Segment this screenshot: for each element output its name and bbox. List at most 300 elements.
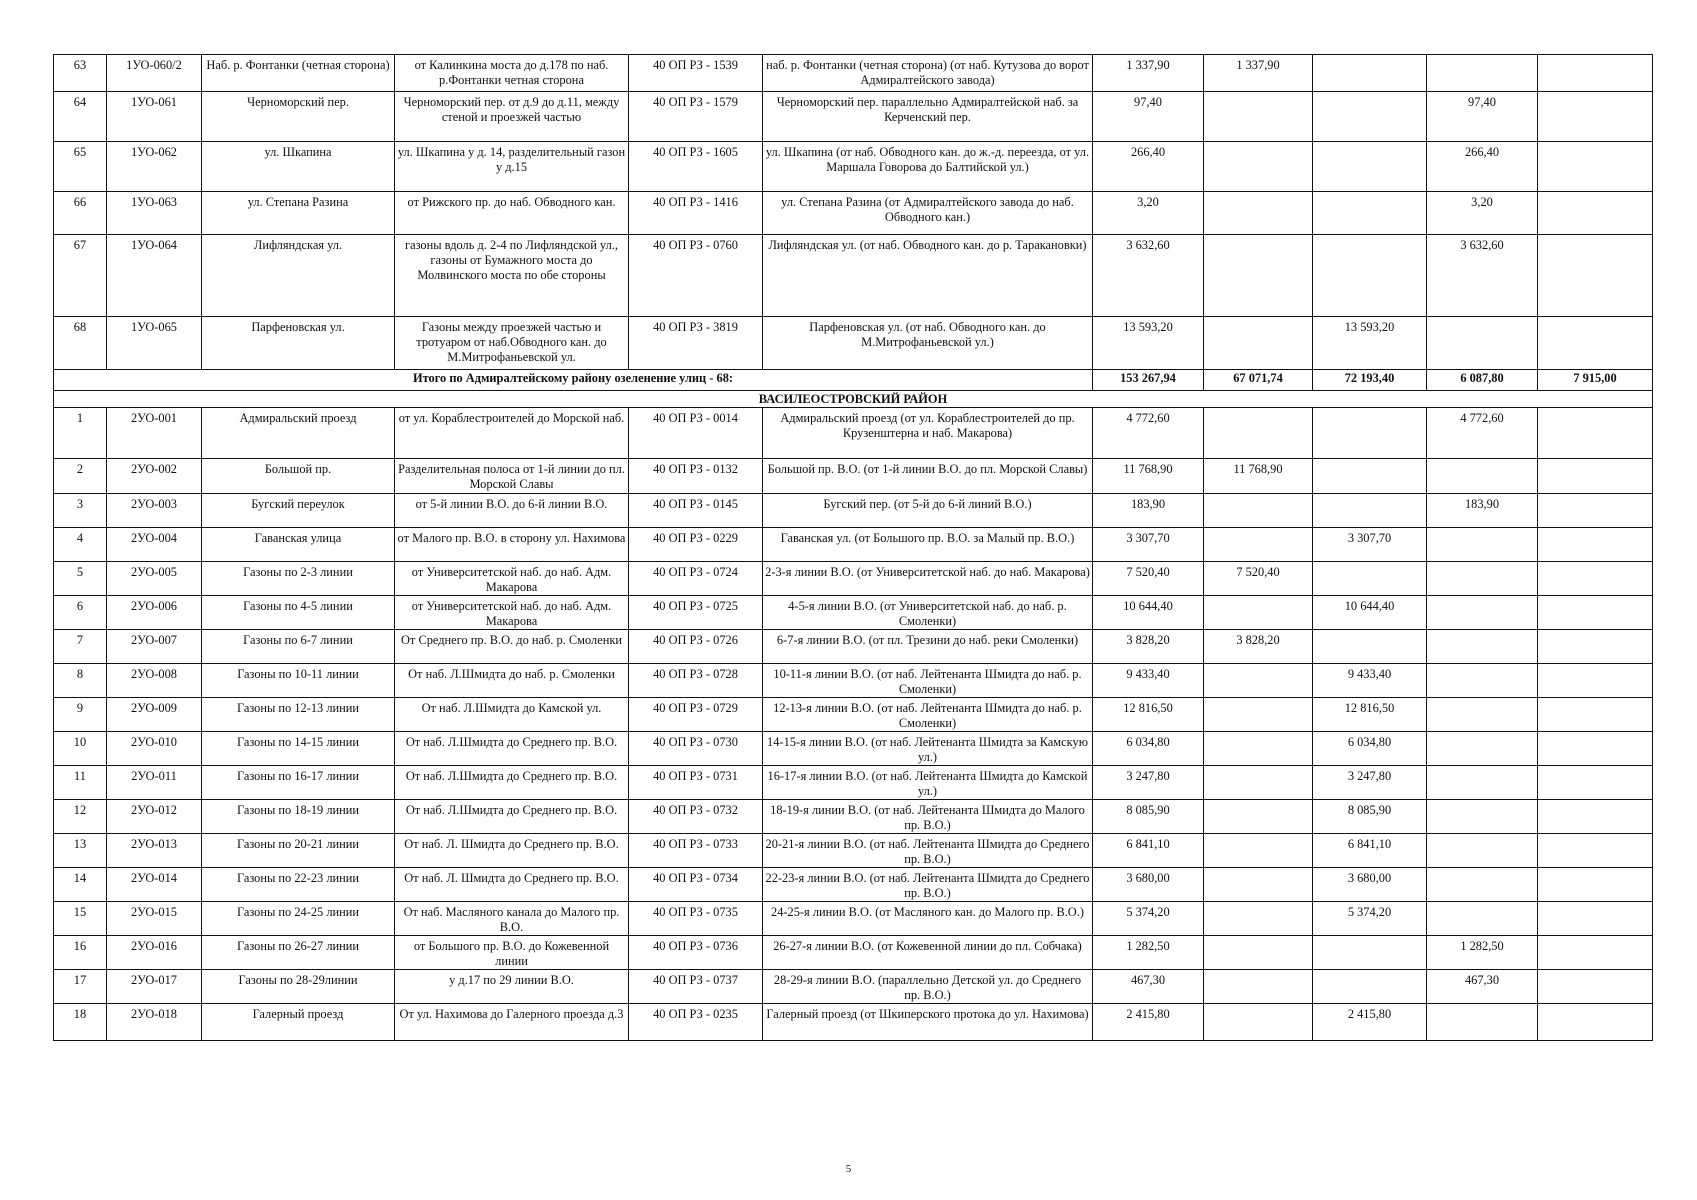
area-col3-cell <box>1427 55 1538 92</box>
area-col1-cell <box>1204 868 1313 902</box>
object-name-cell: Газоны по 2-3 линии <box>202 562 395 596</box>
area-col4-cell <box>1538 800 1653 834</box>
location-cell: от 5-й линии В.О. до 6-й линии В.О. <box>395 494 629 528</box>
area-col3-cell <box>1427 459 1538 494</box>
code-cell: 1УО-062 <box>107 142 202 192</box>
location-cell: От наб. Л. Шмидта до Среднего пр. В.О. <box>395 834 629 868</box>
road-name-cell: 20-21-я линии В.О. (от наб. Лейтенанта Шмидта до Среднего пр. В.О.) <box>763 834 1093 868</box>
row-number-cell: 67 <box>54 235 107 317</box>
table-row <box>54 766 1653 800</box>
area-col1-cell <box>1204 192 1313 235</box>
table-row <box>54 868 1653 902</box>
registry-number-cell: 40 ОП РЗ - 0132 <box>629 459 763 494</box>
road-name-cell: ул. Шкапина (от наб. Обводного кан. до ж.-д. переезда, от ул. Маршала Говорова до Балтийской ул.) <box>763 142 1093 192</box>
code-cell: 2УО-018 <box>107 1004 202 1041</box>
location-cell: у д.17 по 29 линии В.О. <box>395 970 629 1004</box>
area-col4-cell <box>1538 562 1653 596</box>
registry-number-cell: 40 ОП РЗ - 1416 <box>629 192 763 235</box>
area-col4-cell <box>1538 142 1653 192</box>
object-name-cell: Газоны по 28-29линии <box>202 970 395 1004</box>
area-col4-cell <box>1538 732 1653 766</box>
table-row <box>54 800 1653 834</box>
area-col1-cell <box>1204 528 1313 562</box>
page-number: 5 <box>845 1163 852 1175</box>
total-col1: 67 071,74 <box>1204 370 1313 391</box>
area-col2-cell <box>1313 55 1427 92</box>
total-area-cell: 3 632,60 <box>1093 235 1204 317</box>
road-name-cell: Большой пр. В.О. (от 1-й линии В.О. до пл. Морской Славы) <box>763 459 1093 494</box>
vasileostrovsky-rows <box>54 408 1653 1041</box>
area-col3-cell <box>1427 698 1538 732</box>
registry-number-cell: 40 ОП РЗ - 0737 <box>629 970 763 1004</box>
area-col1-cell <box>1204 408 1313 459</box>
road-name-cell: ул. Степана Разина (от Адмиралтейского завода до наб. Обводного кан.) <box>763 192 1093 235</box>
code-cell: 1УО-063 <box>107 192 202 235</box>
area-col3-cell <box>1427 317 1538 370</box>
registry-number-cell: 40 ОП РЗ - 0014 <box>629 408 763 459</box>
registry-number-cell: 40 ОП РЗ - 0145 <box>629 494 763 528</box>
area-col2-cell: 2 415,80 <box>1313 1004 1427 1041</box>
area-col3-cell <box>1427 562 1538 596</box>
registry-number-cell: 40 ОП РЗ - 1539 <box>629 55 763 92</box>
total-area-cell: 11 768,90 <box>1093 459 1204 494</box>
total-label: Итого по Адмиралтейскому району озеленение улиц - 68: <box>54 370 1093 391</box>
area-col2-cell: 9 433,40 <box>1313 664 1427 698</box>
area-col3-cell: 467,30 <box>1427 970 1538 1004</box>
code-cell: 2УО-011 <box>107 766 202 800</box>
area-col4-cell <box>1538 766 1653 800</box>
location-cell: от Рижского пр. до наб. Обводного кан. <box>395 192 629 235</box>
area-col1-cell <box>1204 902 1313 936</box>
row-number-cell: 68 <box>54 317 107 370</box>
code-cell: 2УО-005 <box>107 562 202 596</box>
area-col4-cell <box>1538 494 1653 528</box>
road-name-cell: 22-23-я линии В.О. (от наб. Лейтенанта Шмидта до Среднего пр. В.О.) <box>763 868 1093 902</box>
area-col1-cell <box>1204 317 1313 370</box>
row-number-cell: 7 <box>54 630 107 664</box>
road-name-cell: Гаванская ул. (от Большого пр. В.О. за Малый пр. В.О.) <box>763 528 1093 562</box>
total-area-cell: 6 034,80 <box>1093 732 1204 766</box>
area-col2-cell <box>1313 235 1427 317</box>
row-number-cell: 64 <box>54 92 107 142</box>
total-area-cell: 3 828,20 <box>1093 630 1204 664</box>
code-cell: 2УО-002 <box>107 459 202 494</box>
admiralty-rows <box>54 55 1653 370</box>
road-name-cell: Адмиральский проезд (от ул. Кораблестроителей до пр. Крузенштерна и наб. Макарова) <box>763 408 1093 459</box>
area-col3-cell <box>1427 732 1538 766</box>
area-col1-cell <box>1204 936 1313 970</box>
code-cell: 1УО-060/2 <box>107 55 202 92</box>
area-col2-cell: 8 085,90 <box>1313 800 1427 834</box>
row-number-cell: 8 <box>54 664 107 698</box>
table-row <box>54 192 1653 235</box>
registry-number-cell: 40 ОП РЗ - 0735 <box>629 902 763 936</box>
object-name-cell: Бугский переулок <box>202 494 395 528</box>
object-name-cell: Газоны по 20-21 линии <box>202 834 395 868</box>
area-col4-cell <box>1538 630 1653 664</box>
code-cell: 2УО-012 <box>107 800 202 834</box>
registry-number-cell: 40 ОП РЗ - 0731 <box>629 766 763 800</box>
registry-number-cell: 40 ОП РЗ - 3819 <box>629 317 763 370</box>
area-col3-cell <box>1427 800 1538 834</box>
total-area-cell: 4 772,60 <box>1093 408 1204 459</box>
area-col1-cell: 3 828,20 <box>1204 630 1313 664</box>
area-col4-cell <box>1538 92 1653 142</box>
registry-number-cell: 40 ОП РЗ - 0724 <box>629 562 763 596</box>
area-col2-cell <box>1313 192 1427 235</box>
location-cell: От наб. Л.Шмидта до Среднего пр. В.О. <box>395 732 629 766</box>
location-cell: от Большого пр. В.О. до Кожевенной линии <box>395 936 629 970</box>
road-name-cell: Бугский пер. (от 5-й до 6-й линий В.О.) <box>763 494 1093 528</box>
area-col1-cell <box>1204 142 1313 192</box>
total-area-cell: 12 816,50 <box>1093 698 1204 732</box>
area-col2-cell <box>1313 459 1427 494</box>
table-row <box>54 55 1653 92</box>
area-col4-cell <box>1538 596 1653 630</box>
area-col3-cell: 4 772,60 <box>1427 408 1538 459</box>
table-row <box>54 494 1653 528</box>
area-col4-cell <box>1538 698 1653 732</box>
object-name-cell: Газоны по 24-25 линии <box>202 902 395 936</box>
area-col1-cell <box>1204 664 1313 698</box>
area-col4-cell <box>1538 55 1653 92</box>
road-name-cell: 26-27-я линии В.О. (от Кожевенной линии до пл. Собчака) <box>763 936 1093 970</box>
area-col2-cell <box>1313 562 1427 596</box>
area-col1-cell <box>1204 494 1313 528</box>
area-col1-cell: 7 520,40 <box>1204 562 1313 596</box>
object-name-cell: Галерный проезд <box>202 1004 395 1041</box>
total-col4: 7 915,00 <box>1538 370 1653 391</box>
code-cell: 2УО-006 <box>107 596 202 630</box>
area-col3-cell <box>1427 868 1538 902</box>
road-name-cell: Галерный проезд (от Шкиперского протока до ул. Нахимова) <box>763 1004 1093 1041</box>
code-cell: 2УО-008 <box>107 664 202 698</box>
area-col2-cell: 3 680,00 <box>1313 868 1427 902</box>
area-col4-cell <box>1538 1004 1653 1041</box>
area-col1-cell <box>1204 800 1313 834</box>
area-col1-cell <box>1204 92 1313 142</box>
table-row <box>54 936 1653 970</box>
area-col1-cell <box>1204 235 1313 317</box>
location-cell: От ул. Нахимова до Галерного проезда д.3 <box>395 1004 629 1041</box>
table-row <box>54 596 1653 630</box>
registry-number-cell: 40 ОП РЗ - 0729 <box>629 698 763 732</box>
area-col3-cell <box>1427 1004 1538 1041</box>
table-row <box>54 970 1653 1004</box>
object-name-cell: Газоны по 18-19 линии <box>202 800 395 834</box>
area-col2-cell: 3 307,70 <box>1313 528 1427 562</box>
row-number-cell: 11 <box>54 766 107 800</box>
object-name-cell: Гаванская улица <box>202 528 395 562</box>
table-row <box>54 630 1653 664</box>
total-area-cell: 3 247,80 <box>1093 766 1204 800</box>
road-name-cell: 24-25-я линии В.О. (от Масляного кан. до Малого пр. В.О.) <box>763 902 1093 936</box>
greenery-table <box>53 54 1653 1041</box>
area-col3-cell: 1 282,50 <box>1427 936 1538 970</box>
code-cell: 1УО-065 <box>107 317 202 370</box>
area-col3-cell <box>1427 596 1538 630</box>
total-area-cell: 3 307,70 <box>1093 528 1204 562</box>
object-name-cell: Газоны по 14-15 линии <box>202 732 395 766</box>
row-number-cell: 3 <box>54 494 107 528</box>
table-row <box>54 902 1653 936</box>
location-cell: от Калинкина моста до д.178 по наб. р.Фонтанки четная сторона <box>395 55 629 92</box>
area-col2-cell <box>1313 142 1427 192</box>
code-cell: 2УО-003 <box>107 494 202 528</box>
code-cell: 2УО-007 <box>107 630 202 664</box>
location-cell: От наб. Л.Шмидта до Среднего пр. В.О. <box>395 800 629 834</box>
area-col1-cell <box>1204 596 1313 630</box>
code-cell: 2УО-009 <box>107 698 202 732</box>
road-name-cell: Лифляндская ул. (от наб. Обводного кан. до р. Таракановки) <box>763 235 1093 317</box>
road-name-cell: 14-15-я линии В.О. (от наб. Лейтенанта Шмидта за Камскую ул.) <box>763 732 1093 766</box>
district-header-row <box>54 391 1653 408</box>
code-cell: 2УО-010 <box>107 732 202 766</box>
object-name-cell: Газоны по 4-5 линии <box>202 596 395 630</box>
table-row <box>54 528 1653 562</box>
area-col4-cell <box>1538 408 1653 459</box>
table-row <box>54 1004 1653 1041</box>
table-row <box>54 698 1653 732</box>
registry-number-cell: 40 ОП РЗ - 0728 <box>629 664 763 698</box>
area-col4-cell <box>1538 664 1653 698</box>
location-cell: от ул. Кораблестроителей до Морской наб. <box>395 408 629 459</box>
total-area-cell: 3 680,00 <box>1093 868 1204 902</box>
registry-number-cell: 40 ОП РЗ - 0736 <box>629 936 763 970</box>
code-cell: 2УО-017 <box>107 970 202 1004</box>
row-number-cell: 5 <box>54 562 107 596</box>
road-name-cell: 6-7-я линии В.О. (от пл. Трезини до наб. реки Смоленки) <box>763 630 1093 664</box>
total-area-cell: 2 415,80 <box>1093 1004 1204 1041</box>
area-col2-cell: 10 644,40 <box>1313 596 1427 630</box>
row-number-cell: 1 <box>54 408 107 459</box>
code-cell: 2УО-015 <box>107 902 202 936</box>
row-number-cell: 12 <box>54 800 107 834</box>
area-col2-cell <box>1313 936 1427 970</box>
total-area-cell: 13 593,20 <box>1093 317 1204 370</box>
area-col4-cell <box>1538 868 1653 902</box>
table-row <box>54 235 1653 317</box>
object-name-cell: ул. Шкапина <box>202 142 395 192</box>
area-col2-cell: 13 593,20 <box>1313 317 1427 370</box>
table-row <box>54 834 1653 868</box>
object-name-cell: Газоны по 10-11 линии <box>202 664 395 698</box>
row-number-cell: 18 <box>54 1004 107 1041</box>
total-area-cell: 1 282,50 <box>1093 936 1204 970</box>
area-col1-cell <box>1204 698 1313 732</box>
registry-number-cell: 40 ОП РЗ - 0732 <box>629 800 763 834</box>
total-area-cell: 10 644,40 <box>1093 596 1204 630</box>
code-cell: 2УО-001 <box>107 408 202 459</box>
area-col2-cell: 6 841,10 <box>1313 834 1427 868</box>
total-area-cell: 3,20 <box>1093 192 1204 235</box>
area-col3-cell: 3 632,60 <box>1427 235 1538 317</box>
registry-number-cell: 40 ОП РЗ - 0760 <box>629 235 763 317</box>
area-col3-cell <box>1427 528 1538 562</box>
object-name-cell: Газоны по 22-23 линии <box>202 868 395 902</box>
road-name-cell: Парфеновская ул. (от наб. Обводного кан. до М.Митрофаньевской ул.) <box>763 317 1093 370</box>
road-name-cell: 2-3-я линии В.О. (от Университетской наб. до наб. Макарова) <box>763 562 1093 596</box>
area-col4-cell <box>1538 936 1653 970</box>
road-name-cell: Черноморский пер. параллельно Адмиралтейской наб. за Керченский пер. <box>763 92 1093 142</box>
area-col4-cell <box>1538 834 1653 868</box>
total-sum: 153 267,94 <box>1093 370 1204 391</box>
area-col4-cell <box>1538 528 1653 562</box>
location-cell: От наб. Л. Шмидта до Среднего пр. В.О. <box>395 868 629 902</box>
area-col1-cell <box>1204 834 1313 868</box>
code-cell: 2УО-013 <box>107 834 202 868</box>
area-col4-cell <box>1538 902 1653 936</box>
object-name-cell: Газоны по 6-7 линии <box>202 630 395 664</box>
table-row <box>54 459 1653 494</box>
row-number-cell: 13 <box>54 834 107 868</box>
area-col3-cell: 183,90 <box>1427 494 1538 528</box>
total-col3: 6 087,80 <box>1427 370 1538 391</box>
total-area-cell: 6 841,10 <box>1093 834 1204 868</box>
road-name-cell: 28-29-я линии В.О. (параллельно Детской ул. до Среднего пр. В.О.) <box>763 970 1093 1004</box>
location-cell: газоны вдоль д. 2-4 по Лифляндской ул., газоны от Бумажного моста до Молвинского моста по обе стороны <box>395 235 629 317</box>
table-row <box>54 562 1653 596</box>
total-area-cell: 9 433,40 <box>1093 664 1204 698</box>
registry-number-cell: 40 ОП РЗ - 0730 <box>629 732 763 766</box>
location-cell: от Университетской наб. до наб. Адм. Макарова <box>395 596 629 630</box>
area-col4-cell <box>1538 192 1653 235</box>
table-row <box>54 142 1653 192</box>
row-number-cell: 63 <box>54 55 107 92</box>
registry-number-cell: 40 ОП РЗ - 0734 <box>629 868 763 902</box>
row-number-cell: 66 <box>54 192 107 235</box>
location-cell: От Среднего пр. В.О. до наб. р. Смоленки <box>395 630 629 664</box>
road-name-cell: 16-17-я линии В.О. (от наб. Лейтенанта Шмидта до Камской ул.) <box>763 766 1093 800</box>
area-col2-cell <box>1313 92 1427 142</box>
object-name-cell: Адмиральский проезд <box>202 408 395 459</box>
total-area-cell: 5 374,20 <box>1093 902 1204 936</box>
row-number-cell: 14 <box>54 868 107 902</box>
total-area-cell: 8 085,90 <box>1093 800 1204 834</box>
area-col1-cell: 11 768,90 <box>1204 459 1313 494</box>
road-name-cell: 4-5-я линии В.О. (от Университетской наб. до наб. р. Смоленки) <box>763 596 1093 630</box>
object-name-cell: Черноморский пер. <box>202 92 395 142</box>
area-col3-cell <box>1427 630 1538 664</box>
table-row <box>54 317 1653 370</box>
area-col2-cell <box>1313 494 1427 528</box>
area-col1-cell <box>1204 732 1313 766</box>
location-cell: от Университетской наб. до наб. Адм. Макарова <box>395 562 629 596</box>
area-col2-cell: 6 034,80 <box>1313 732 1427 766</box>
table-row <box>54 92 1653 142</box>
area-col2-cell: 5 374,20 <box>1313 902 1427 936</box>
object-name-cell: ул. Степана Разина <box>202 192 395 235</box>
total-col2: 72 193,40 <box>1313 370 1427 391</box>
registry-number-cell: 40 ОП РЗ - 0229 <box>629 528 763 562</box>
table-row <box>54 732 1653 766</box>
location-cell: От наб. Л.Шмидта до Камской ул. <box>395 698 629 732</box>
registry-number-cell: 40 ОП РЗ - 1605 <box>629 142 763 192</box>
area-col3-cell <box>1427 902 1538 936</box>
registry-number-cell: 40 ОП РЗ - 0235 <box>629 1004 763 1041</box>
row-number-cell: 10 <box>54 732 107 766</box>
road-name-cell: наб. р. Фонтанки (четная сторона) (от наб. Кутузова до ворот Адмиралтейского завода) <box>763 55 1093 92</box>
registry-number-cell: 40 ОП РЗ - 1579 <box>629 92 763 142</box>
total-area-cell: 97,40 <box>1093 92 1204 142</box>
registry-number-cell: 40 ОП РЗ - 0726 <box>629 630 763 664</box>
location-cell: от Малого пр. В.О. в сторону ул. Нахимова <box>395 528 629 562</box>
row-number-cell: 15 <box>54 902 107 936</box>
registry-number-cell: 40 ОП РЗ - 0733 <box>629 834 763 868</box>
row-number-cell: 6 <box>54 596 107 630</box>
code-cell: 1УО-061 <box>107 92 202 142</box>
road-name-cell: 10-11-я линии В.О. (от наб. Лейтенанта Шмидта до наб. р. Смоленки) <box>763 664 1093 698</box>
row-number-cell: 2 <box>54 459 107 494</box>
code-cell: 1УО-064 <box>107 235 202 317</box>
row-number-cell: 4 <box>54 528 107 562</box>
object-name-cell: Газоны по 26-27 линии <box>202 936 395 970</box>
area-col3-cell <box>1427 664 1538 698</box>
total-area-cell: 7 520,40 <box>1093 562 1204 596</box>
total-area-cell: 467,30 <box>1093 970 1204 1004</box>
admiralty-total <box>54 370 1653 408</box>
area-col2-cell: 3 247,80 <box>1313 766 1427 800</box>
location-cell: Газоны между проезжей частью и тротуаром от наб.Обводного кан. до М.Митрофаньевской ул. <box>395 317 629 370</box>
area-col4-cell <box>1538 459 1653 494</box>
area-col2-cell <box>1313 970 1427 1004</box>
object-name-cell: Газоны по 12-13 линии <box>202 698 395 732</box>
total-area-cell: 1 337,90 <box>1093 55 1204 92</box>
total-area-cell: 266,40 <box>1093 142 1204 192</box>
location-cell: ул. Шкапина у д. 14, разделительный газон у д.15 <box>395 142 629 192</box>
row-number-cell: 65 <box>54 142 107 192</box>
location-cell: От наб. Масляного канала до Малого пр. В.О. <box>395 902 629 936</box>
registry-number-cell: 40 ОП РЗ - 0725 <box>629 596 763 630</box>
area-col3-cell: 266,40 <box>1427 142 1538 192</box>
total-row <box>54 370 1653 391</box>
table-row <box>54 664 1653 698</box>
location-cell: Разделительная полоса от 1-й линии до пл. Морской Славы <box>395 459 629 494</box>
area-col3-cell <box>1427 766 1538 800</box>
row-number-cell: 9 <box>54 698 107 732</box>
code-cell: 2УО-016 <box>107 936 202 970</box>
row-number-cell: 17 <box>54 970 107 1004</box>
area-col3-cell: 3,20 <box>1427 192 1538 235</box>
area-col1-cell <box>1204 1004 1313 1041</box>
object-name-cell: Парфеновская ул. <box>202 317 395 370</box>
area-col1-cell <box>1204 766 1313 800</box>
object-name-cell: Лифляндская ул. <box>202 235 395 317</box>
road-name-cell: 12-13-я линии В.О. (от наб. Лейтенанта Шмидта до наб. р. Смоленки) <box>763 698 1093 732</box>
location-cell: От наб. Л.Шмидта до Среднего пр. В.О. <box>395 766 629 800</box>
area-col4-cell <box>1538 317 1653 370</box>
area-col2-cell <box>1313 630 1427 664</box>
area-col1-cell: 1 337,90 <box>1204 55 1313 92</box>
road-name-cell: 18-19-я линии В.О. (от наб. Лейтенанта Шмидта до Малого пр. В.О.) <box>763 800 1093 834</box>
area-col1-cell <box>1204 970 1313 1004</box>
object-name-cell: Наб. р. Фонтанки (четная сторона) <box>202 55 395 92</box>
area-col2-cell <box>1313 408 1427 459</box>
code-cell: 2УО-004 <box>107 528 202 562</box>
location-cell: Черноморский пер. от д.9 до д.11, между стеной и проезжей частью <box>395 92 629 142</box>
area-col4-cell <box>1538 970 1653 1004</box>
area-col2-cell: 12 816,50 <box>1313 698 1427 732</box>
total-area-cell: 183,90 <box>1093 494 1204 528</box>
row-number-cell: 16 <box>54 936 107 970</box>
area-col4-cell <box>1538 235 1653 317</box>
code-cell: 2УО-014 <box>107 868 202 902</box>
district-title: ВАСИЛЕОСТРОВСКИЙ РАЙОН <box>54 391 1653 408</box>
area-col3-cell <box>1427 834 1538 868</box>
location-cell: От наб. Л.Шмидта до наб. р. Смоленки <box>395 664 629 698</box>
table-row <box>54 408 1653 459</box>
object-name-cell: Большой пр. <box>202 459 395 494</box>
